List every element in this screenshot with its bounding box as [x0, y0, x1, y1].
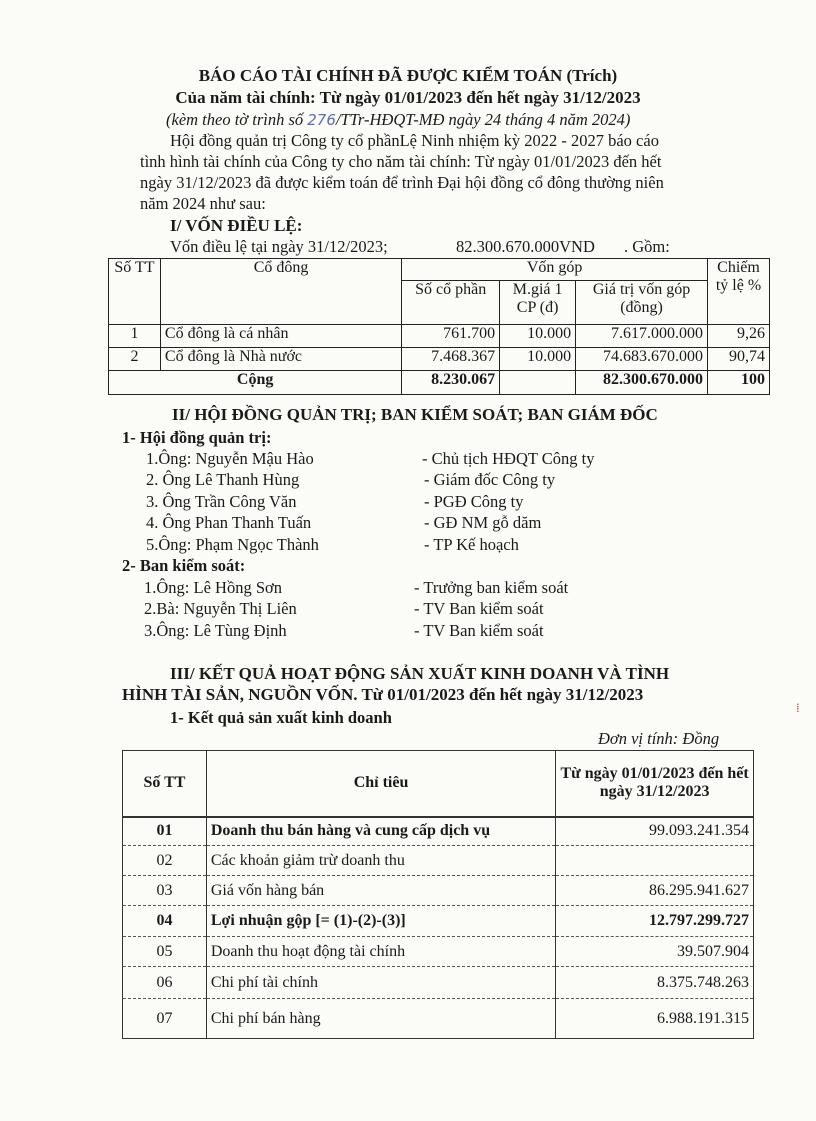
report-title: BÁO CÁO TÀI CHÍNH ĐÃ ĐƯỢC KIỂM TOÁN (Trích) [198, 66, 618, 85]
row-ratio: 9,26 [708, 325, 770, 348]
table-row [109, 348, 770, 371]
total-value: 82.300.670.000 [576, 371, 708, 395]
row-value: 6.988.191.315 [556, 999, 754, 1039]
reference-prefix: (kèm theo tờ trình số [166, 110, 308, 129]
section-1-heading: I/ VỐN ĐIỀU LỆ: [170, 216, 303, 235]
board-member-name: 3. Ông Trần Công Văn [146, 492, 297, 511]
row-item: Lợi nhuận gộp [= (1)-(2)-(3)] [206, 906, 555, 937]
row-shares: 761.700 [402, 325, 500, 348]
unit-note: Đơn vị tính: Đồng [598, 729, 720, 748]
row-no: 01 [123, 817, 207, 846]
board-member-name: 1.Ông: Nguyễn Mậu Hào [146, 449, 314, 468]
board-member-role: - TP Kế hoạch [424, 535, 519, 554]
row-value: 7.617.000.000 [576, 325, 708, 348]
table-row [123, 817, 754, 846]
table-row [123, 937, 754, 967]
section-3-heading-line-1: III/ KẾT QUẢ HOẠT ĐỘNG SẢN XUẤT KINH DOANH VÀ TÌNH [170, 664, 670, 683]
row-item: Giá vốn hàng bán [206, 876, 555, 906]
row-value: 74.683.670.000 [576, 348, 708, 371]
section-3-heading-line-2: HÌNH TÀI SẢN, NGUỒN VỐN. Từ 01/01/2023 đến hết ngày 31/12/2023 [122, 685, 644, 704]
total-ratio: 100 [708, 371, 770, 395]
control-member-name: 3.Ông: Lê Tùng Định [144, 621, 287, 640]
header-shares: Số cổ phần [402, 281, 500, 325]
header-price: M.giá 1 CP (đ) [500, 281, 576, 325]
table-row [123, 846, 754, 876]
row-value: 12.797.299.727 [556, 906, 754, 937]
board-heading: 1- Hội đồng quản trị: [122, 428, 272, 447]
control-heading: 2- Ban kiểm soát: [122, 556, 246, 575]
row-price: 10.000 [500, 325, 576, 348]
board-member-role: - Giám đốc Công ty [424, 470, 556, 489]
row-value: 99.093.241.354 [556, 817, 754, 846]
intro-line-4: năm 2024 như sau: [140, 194, 266, 213]
board-member-role: - Chủ tịch HĐQT Công ty [422, 449, 595, 468]
board-member-name: 5.Ông: Phạm Ngọc Thành [146, 535, 319, 554]
row-value: 39.507.904 [556, 937, 754, 967]
section-2-heading: II/ HỘI ĐỒNG QUẢN TRỊ; BAN KIỂM SOÁT; BAN GIÁM ĐỐC [172, 405, 658, 424]
header-no: Số TT [123, 751, 207, 817]
control-member-name: 1.Ông: Lê Hồng Sơn [144, 578, 282, 597]
capital-value: 82.300.670.000VND [456, 237, 595, 256]
row-value: 86.295.941.627 [556, 876, 754, 906]
row-holder: Cổ đông là cá nhân [160, 325, 401, 348]
intro-line-1: Hội đồng quản trị Công ty cổ phầnLệ Ninh nhiệm kỳ 2022 - 2027 báo cáo [170, 131, 659, 150]
reference-suffix: /TTr-HĐQT-MĐ ngày 24 tháng 4 năm 2024) [335, 110, 631, 129]
row-item: Chi phí tài chính [206, 967, 555, 999]
row-no: 2 [109, 348, 161, 371]
header-ratio: Chiếm tỷ lệ % [708, 259, 770, 325]
row-no: 1 [109, 325, 161, 348]
table-row [123, 876, 754, 906]
total-label: Cộng [109, 371, 402, 395]
table-row [123, 999, 754, 1039]
header-holder: Cổ đông [160, 259, 401, 325]
section-3-subheading: 1- Kết quả sản xuất kinh doanh [170, 708, 392, 727]
row-holder: Cổ đông là Nhà nước [160, 348, 401, 371]
control-member-role: - Trưởng ban kiểm soát [414, 578, 569, 597]
row-no: 07 [123, 999, 207, 1039]
total-shares: 8.230.067 [402, 371, 500, 395]
row-no: 05 [123, 937, 207, 967]
intro-line-2: tình hình tài chính của Công ty cho năm tài chính: Từ ngày 01/01/2023 đến hết [140, 152, 662, 171]
control-member-role: - TV Ban kiểm soát [414, 621, 544, 640]
handwritten-number: 276 [307, 111, 336, 129]
table-row [123, 906, 754, 937]
row-price: 10.000 [500, 348, 576, 371]
header-no: Số TT [109, 259, 161, 325]
capital-suffix: . Gồm: [624, 237, 670, 256]
row-no: 06 [123, 967, 207, 999]
row-item: Các khoản giảm trừ doanh thu [206, 846, 555, 876]
row-value [556, 846, 754, 876]
control-member-role: - TV Ban kiểm soát [414, 599, 544, 618]
intro-line-3: ngày 31/12/2023 đã được kiểm toán để trình Đại hội đồng cổ đông thường niên [140, 173, 664, 192]
row-item: Doanh thu hoạt động tài chính [206, 937, 555, 967]
row-ratio: 90,74 [708, 348, 770, 371]
board-member-name: 2. Ông Lê Thanh Hùng [146, 470, 300, 489]
capital-label: Vốn điều lệ tại ngày 31/12/2023; [170, 237, 388, 256]
total-row [109, 371, 770, 395]
stamp-edge-mark: ⁞ [796, 700, 800, 715]
row-no: 03 [123, 876, 207, 906]
row-item: Chi phí bán hàng [206, 999, 555, 1039]
table-row [109, 325, 770, 348]
board-member-role: - PGĐ Công ty [424, 492, 524, 511]
row-value: 8.375.748.263 [556, 967, 754, 999]
report-subtitle: Của năm tài chính: Từ ngày 01/01/2023 đến hết ngày 31/12/2023 [175, 88, 641, 107]
business-results-table [122, 750, 754, 1039]
header-item: Chỉ tiêu [206, 751, 555, 817]
table-row [123, 967, 754, 999]
row-shares: 7.468.367 [402, 348, 500, 371]
control-member-name: 2.Bà: Nguyễn Thị Liên [144, 599, 297, 618]
capital-table [108, 258, 770, 395]
header-value: Giá trị vốn góp (đồng) [576, 281, 708, 325]
header-period: Từ ngày 01/01/2023 đến hết ngày 31/12/2023 [556, 751, 754, 817]
header-contribution: Vốn góp [402, 259, 708, 281]
report-reference [166, 110, 630, 130]
board-member-name: 4. Ông Phan Thanh Tuấn [146, 513, 312, 532]
total-price-empty [500, 371, 576, 395]
board-member-role: - GĐ NM gỗ dăm [424, 513, 542, 532]
row-no: 02 [123, 846, 207, 876]
row-item: Doanh thu bán hàng và cung cấp dịch vụ [206, 817, 555, 846]
row-no: 04 [123, 906, 207, 937]
